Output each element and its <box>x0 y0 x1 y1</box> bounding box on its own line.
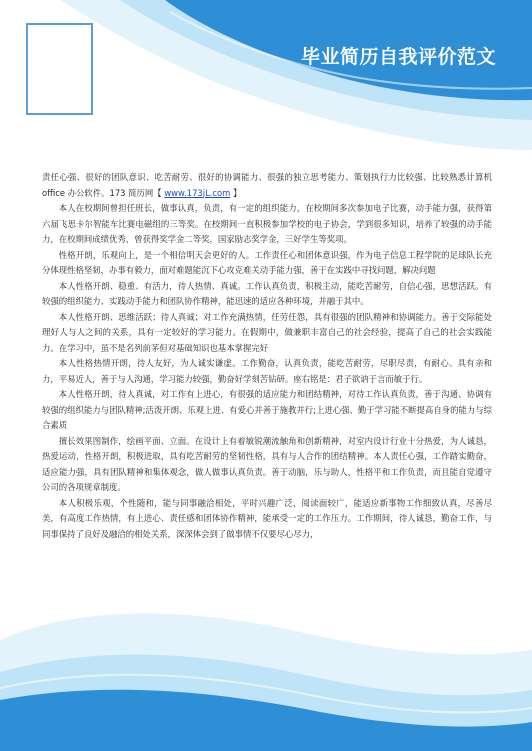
paragraph-6: 本人性格开朗，待人真诚，对工作有上进心，有很强的适应能力和团结精神，对待工作认真负责，善于沟通、协调有较强的组织能力与团队精神;活泼开朗、乐观上进、有爱心并善于施教并行;上进心强、勤于学习能不断提高自身的能力与综合素质 <box>42 389 492 430</box>
paragraph-7: 擅长效果图制作，绘画平面、立面。在设计上有着敏锐潮流触角和创新精神，对室内设计行业十分热爱，为人诚恳，热爱运动，性格开朗，积极进取，具有吃苦耐劳的坚韧性格，具有与人合作的团结精神。本人责任心强，工作踏实勤奋，适应能力强，具有团队精神和集体观念，做人做事认真负责。善于动脑，乐与助人，性格平和工作负责，而且能自觉遵守公司的各项规章制度。 <box>42 435 492 492</box>
photo-placeholder <box>26 23 93 115</box>
page-title: 毕业简历自我评价范文 <box>300 46 496 68</box>
document-body <box>42 170 492 542</box>
paragraph-5: 本人性格热情开朗，待人友好，为人诚实谦虚。工作勤奋，认真负责，能吃苦耐劳，尽职尽责，有耐心。具有亲和力，平易近人，善于与人沟通，学习能力较强，勤奋好学刻苦钻研。座右铭是：君子欲讷于言而敏于行。 <box>42 358 492 384</box>
source-link[interactable]: www.173jL.com <box>164 187 231 198</box>
paragraph-1: 本人在校期间曾担任班长，做事认真，负责，有一定的组织能力，在校期间多次参加电子比赛，动手能力强，获得第六届飞思卡尔智能车比赛电磁组的三等奖。在校期间一直积极参加学校的电子协会，学到很多知识，培养了较强的动手能力，在校期间成绩优秀，曾获得奖学金二等奖，国家励志奖学金，三好学生等奖项。 <box>42 203 492 244</box>
intro-tail: 】 <box>230 187 242 198</box>
intro-text: 责任心强、很好的团队意识、吃苦耐劳、很好的协调能力、很强的独立思考能力、策划执行力比较强、比较熟悉计算机 office 办公软件。173 简历网【 <box>42 172 492 198</box>
paragraph-4: 本人性格开朗、思维活跃；待人真诚；对工作充满热情，任劳任怨，具有很强的团队精神和协调能力。善于交际能处理好人与人之间的关系，具有一定较好的学习能力。在假期中，做兼职丰富自己的社会经验，提高了自己的社会实践能力。在学习中，虽不是名列前茅但对基础知识也基本掌握完好 <box>42 311 492 353</box>
paragraph-8: 本人积极乐观，个性随和，能与同事融洽相处，平时兴趣广泛，阅读面较广，能适应新事物工作细致认真，尽善尽美，有高度工作热情，有上进心、责任感和团体协作精神，能承受一定的工作压力。工作期间，待人诚恳，勤奋工作，与同事保持了良好及融洽的相处关系，深深体会到了做事情不仅要尽心尽力， <box>42 497 492 539</box>
intro-paragraph <box>42 170 492 201</box>
paragraph-3: 本人性格开朗、稳重、有活力，待人热情、真诚。工作认真负责，积极主动，能吃苦耐劳，自信心强，思想活跃。有较强的组织能力、实践动手能力和团队协作精神，能迅速的适应各种环境，并融于其中。 <box>42 280 492 306</box>
paragraph-2: 性格开朗，乐观向上，是一个相信明天会更好的人。工作责任心和团体意识强，作为电子信息工程学院的足球队长充分体现性格坚韧，办事有毅力，面对难题能沉下心攻克难关动手能力强，善于在实践中寻找问题，解决问题 <box>42 249 492 275</box>
